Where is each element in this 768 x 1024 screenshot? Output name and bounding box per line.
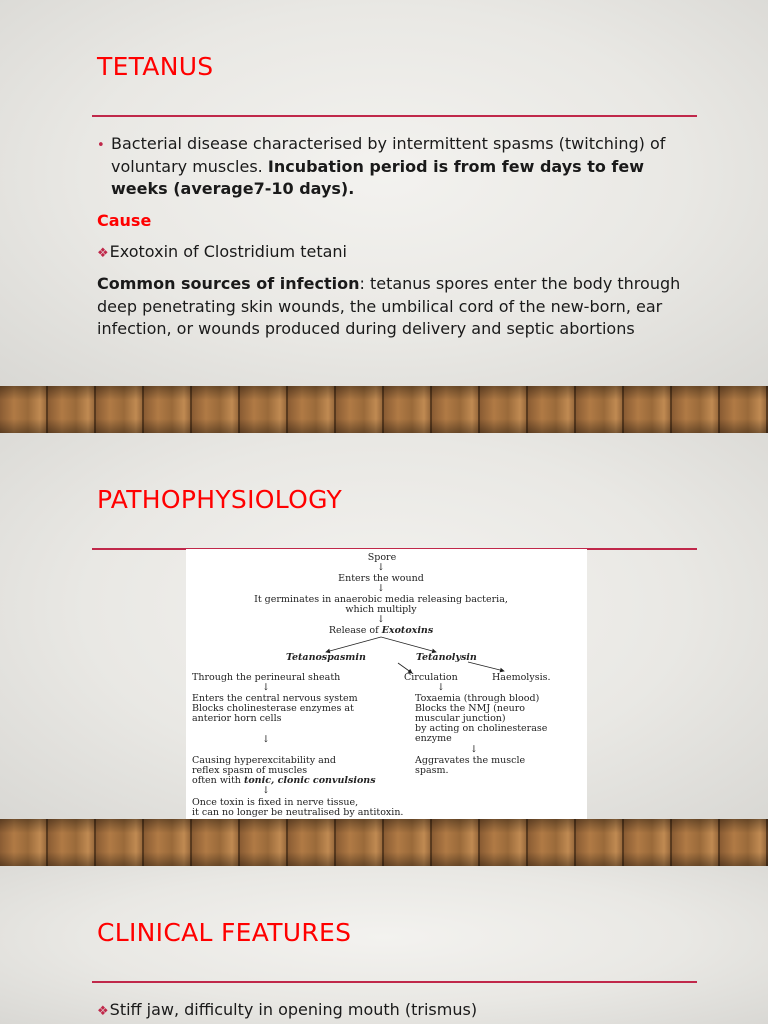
flow-right-6: Aggravates the muscle bbox=[415, 755, 526, 766]
sources-paragraph bbox=[97, 273, 697, 341]
flow-right-2: Blocks the NMJ (neuro bbox=[415, 703, 525, 714]
flow-enters-wound: Enters the wound bbox=[338, 573, 424, 584]
flow-left-1: Enters the central nervous system bbox=[192, 693, 358, 704]
cause-item-text: Exotoxin of Clostridium tetani bbox=[109, 242, 347, 261]
slide-clinical-features bbox=[0, 866, 768, 1024]
wood-floor-band bbox=[0, 819, 768, 866]
flow-release: Release of Exotoxins bbox=[328, 625, 434, 636]
flow-right-4: by acting on cholinesterase bbox=[415, 723, 548, 734]
slide-title: CLINICAL FEATURES bbox=[97, 918, 352, 947]
flow-right-3: muscular junction) bbox=[415, 713, 506, 724]
arrow-icon: ↓ bbox=[377, 583, 385, 594]
slide-title: TETANUS bbox=[97, 52, 214, 81]
slide-title: PATHOPHYSIOLOGY bbox=[97, 485, 343, 514]
flow-right-7: spasm. bbox=[415, 765, 449, 776]
flow-tetanospasmin: Tetanospasmin bbox=[286, 652, 366, 663]
flow-circulation: Circulation bbox=[404, 672, 458, 683]
diamond-bullet-icon: ❖ bbox=[97, 246, 109, 261]
bullet-text: Bacterial disease characterised by intermittent spasms (twitching) of voluntary muscles. bbox=[111, 134, 666, 176]
arrow-icon: ↓ bbox=[262, 682, 270, 693]
arrow-icon: ↓ bbox=[377, 614, 385, 625]
flow-bottom-1: Once toxin is fixed in nerve tissue, bbox=[192, 797, 359, 808]
bullet-paragraph bbox=[111, 133, 691, 201]
title-divider bbox=[92, 115, 697, 117]
flow-perineural: Through the perineural sheath bbox=[192, 672, 341, 683]
flow-left-3: anterior horn cells bbox=[192, 713, 282, 724]
arrow-icon: ↓ bbox=[437, 682, 445, 693]
flow-left-6: often with tonic, clonic convulsions bbox=[192, 775, 376, 786]
flow-left-2: Blocks cholinesterase enzymes at bbox=[192, 703, 354, 714]
flow-right-5: enzyme bbox=[415, 733, 452, 744]
flow-spore: Spore bbox=[367, 552, 397, 563]
flow-left-4: Causing hyperexcitability and bbox=[192, 755, 336, 766]
flow-bottom-2: it can no longer be neutralised by antitoxin. bbox=[192, 807, 404, 818]
arrow-icon: ↓ bbox=[262, 785, 270, 796]
flow-haemolysis: Haemolysis. bbox=[492, 672, 551, 683]
title-divider bbox=[92, 981, 697, 983]
flow-left-5: reflex spasm of muscles bbox=[192, 765, 308, 776]
clinical-item bbox=[97, 999, 697, 1024]
sources-label: Common sources of infection bbox=[97, 274, 360, 293]
flow-right-1: Toxaemia (through blood) bbox=[415, 693, 540, 704]
bullet-bold-text: Incubation period is from few days to few weeks (average7-10 days). bbox=[111, 156, 645, 198]
sources-text: : tetanus spores enter the body through deep penetrating skin wounds, the umbilical cord of the new-born, ear infection, or wounds produced during delivery and septic abortions bbox=[97, 274, 681, 338]
flow-germinates-line1: It germinates in anaerobic media releasing bacteria, bbox=[254, 594, 508, 605]
pathophysiology-flowchart bbox=[186, 549, 587, 819]
wood-floor-band bbox=[0, 386, 768, 433]
arrow-icon: ↓ bbox=[470, 744, 478, 755]
cause-heading: Cause bbox=[97, 211, 152, 230]
bullet-icon: • bbox=[97, 138, 105, 153]
arrow-icon: ↓ bbox=[377, 562, 385, 573]
cause-item bbox=[97, 241, 697, 266]
clinical-item-text: Stiff jaw, difficulty in opening mouth (trismus) bbox=[109, 1000, 478, 1019]
flow-germinates-line2: which multiply bbox=[345, 604, 417, 615]
slide-tetanus bbox=[0, 0, 768, 386]
diamond-bullet-icon: ❖ bbox=[97, 1004, 109, 1019]
flow-tetanolysin: Tetanolysin bbox=[416, 652, 477, 663]
arrow-icon: ↓ bbox=[262, 734, 270, 745]
